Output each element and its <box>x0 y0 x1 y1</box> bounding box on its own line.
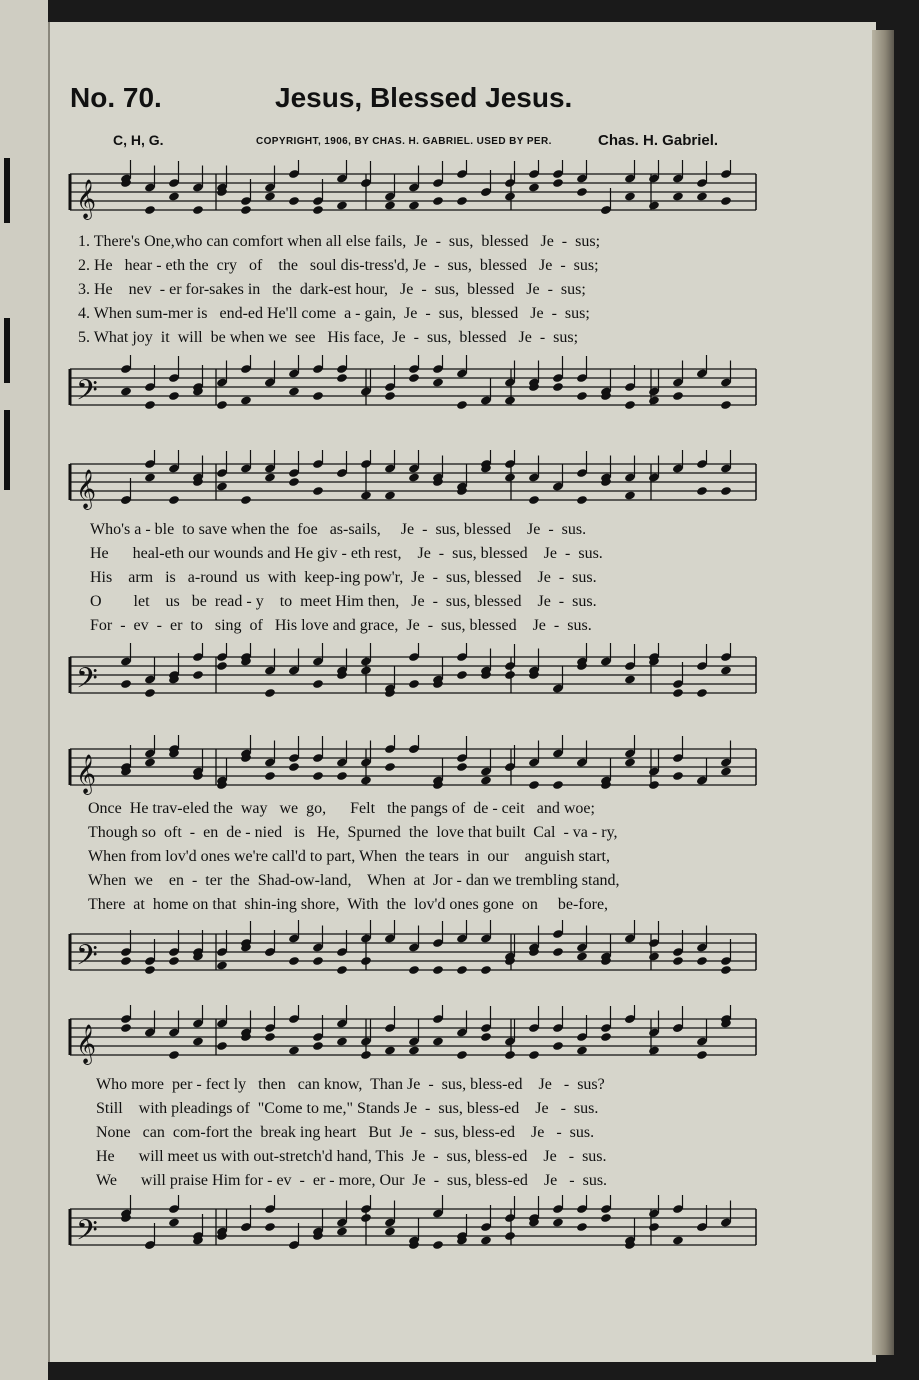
note-head <box>288 477 300 487</box>
note-head <box>528 1050 540 1060</box>
note-head <box>408 373 420 383</box>
note-head <box>120 679 132 689</box>
note-head <box>168 495 180 505</box>
clef-icon: 𝄞 <box>76 1024 97 1064</box>
treble-staff <box>66 735 766 800</box>
note-head <box>600 1213 612 1223</box>
note-head <box>648 1222 660 1232</box>
note-head <box>432 196 444 206</box>
note-head <box>720 665 732 675</box>
note-head <box>312 1041 324 1051</box>
note-head <box>456 670 468 680</box>
lyric-line: None can com-fort the break ing heart But Je - sus, bless-ed Je - sus. <box>96 1124 595 1141</box>
note-head <box>312 679 324 689</box>
note-head <box>216 481 228 491</box>
note-head <box>552 382 564 392</box>
note-head <box>312 486 324 496</box>
note-head <box>168 956 180 966</box>
lyric-line: There at home on that shin-ing shore, With the lov'd ones gone on be-fore, <box>88 896 609 913</box>
note-head <box>336 1036 348 1046</box>
note-head <box>648 200 660 210</box>
lyric-line: 2. He hear - eth the cry of the soul dis-tress'd, Je - sus, blessed Je - sus; <box>78 257 599 274</box>
note-head <box>360 490 372 500</box>
note-head <box>240 205 252 215</box>
note-head <box>384 1045 396 1055</box>
bass-staff <box>66 920 766 1000</box>
note-head <box>432 1240 444 1250</box>
note-head <box>432 1036 444 1046</box>
page-stack-edge <box>872 30 894 1355</box>
clef-icon: 𝄢 <box>76 1214 98 1254</box>
lyric-line: O let us be read - y to meet Him then, Je - sus, blessed Je - sus. <box>90 593 597 610</box>
lyric-line: He heal-eth our wounds and He giv - eth rest, Je - sus, blessed Je - sus. <box>90 545 603 562</box>
note-head <box>144 205 156 215</box>
note-head <box>576 1222 588 1232</box>
note-head <box>480 1032 492 1042</box>
note-head <box>672 771 684 781</box>
note-head <box>240 395 252 405</box>
note-head <box>480 965 492 975</box>
lyric-line: His arm is a-round us with keep-ing pow'r, Je - sus, blessed Je - sus. <box>90 569 597 586</box>
note-head <box>264 472 276 482</box>
note-head <box>672 1235 684 1245</box>
note-head <box>264 191 276 201</box>
note-head <box>216 400 228 410</box>
note-head <box>624 674 636 684</box>
note-head <box>216 960 228 970</box>
note-head <box>384 391 396 401</box>
note-head <box>120 1023 132 1033</box>
note-head <box>504 1231 516 1241</box>
note-head <box>240 495 252 505</box>
lyric-line: 1. There's One,who can comfort when all else fails, Je - sus, blessed Je - sus; <box>78 233 601 250</box>
note-head <box>552 780 564 790</box>
note-head <box>576 951 588 961</box>
note-head <box>504 472 516 482</box>
note-head <box>624 757 636 767</box>
note-head <box>552 178 564 188</box>
note-head <box>528 495 540 505</box>
note-head <box>672 956 684 966</box>
note-head <box>576 187 588 197</box>
bass-staff <box>66 643 766 713</box>
lyric-line: 4. When sum-mer is end-ed He'll come a - gain, Je - sus, blessed Je - sus; <box>78 305 590 322</box>
note-head <box>312 205 324 215</box>
note-head <box>504 670 516 680</box>
note-head <box>168 191 180 201</box>
note-head <box>360 1050 372 1060</box>
note-head <box>384 1226 396 1236</box>
note-head <box>528 780 540 790</box>
note-head <box>384 762 396 772</box>
note-head <box>312 391 324 401</box>
note-head <box>360 775 372 785</box>
treble-staff <box>66 1005 766 1075</box>
note-head <box>672 191 684 201</box>
note-head <box>576 391 588 401</box>
facing-page-rule <box>4 318 10 383</box>
note-head <box>456 400 468 410</box>
note-head <box>720 486 732 496</box>
author-initials: C, H, G. <box>113 132 164 148</box>
note-head <box>504 1050 516 1060</box>
note-head <box>264 771 276 781</box>
note-head <box>168 1050 180 1060</box>
clef-icon: 𝄞 <box>76 179 97 219</box>
lyric-line: He will meet us with out-stretch'd hand, This Je - sus, bless-ed Je - sus. <box>96 1148 607 1165</box>
note-head <box>696 688 708 698</box>
clef-icon: 𝄢 <box>76 662 98 702</box>
note-head <box>384 490 396 500</box>
lyric-line: Still with pleadings of "Come to me," Stands Je - sus, bless-ed Je - sus. <box>96 1100 599 1117</box>
note-head <box>720 400 732 410</box>
note-head <box>144 688 156 698</box>
note-head <box>336 373 348 383</box>
composer-name: Chas. H. Gabriel. <box>598 132 719 149</box>
treble-staff <box>66 450 766 520</box>
note-head <box>216 1041 228 1051</box>
note-head <box>624 191 636 201</box>
note-head <box>144 400 156 410</box>
note-head <box>720 965 732 975</box>
note-head <box>624 490 636 500</box>
lyric-line: Who more per - fect ly then can know, Than Je - sus, bless-ed Je - sus? <box>96 1076 605 1093</box>
note-head <box>336 200 348 210</box>
lyric-line: When from lov'd ones we're call'd to part, When the tears in our anguish start, <box>88 848 610 865</box>
note-head <box>720 196 732 206</box>
note-head <box>384 200 396 210</box>
facing-page-edge <box>0 0 48 1380</box>
note-head <box>120 386 132 396</box>
note-head <box>672 391 684 401</box>
note-head <box>648 1045 660 1055</box>
note-head <box>408 1045 420 1055</box>
clef-icon: 𝄢 <box>76 939 98 979</box>
note-head <box>552 1217 564 1227</box>
note-head <box>720 766 732 776</box>
copyright-notice: COPYRIGHT, 1906, BY CHAS. H. GABRIEL. USED BY PER. <box>256 136 552 147</box>
note-head <box>480 1235 492 1245</box>
note-head <box>600 1032 612 1042</box>
lyrics-block-2 <box>78 518 778 638</box>
note-head <box>192 205 204 215</box>
lyric-line: We will praise Him for - ev - er - more, Our Je - sus, bless-ed Je - sus. <box>96 1172 608 1189</box>
note-head <box>360 665 372 675</box>
clef-icon: 𝄞 <box>76 469 97 509</box>
note-head <box>456 1050 468 1060</box>
note-head <box>264 1032 276 1042</box>
lyric-line: Who's a - ble to save when the foe as-sails, Je - sus, blessed Je - sus. <box>90 521 587 538</box>
note-head <box>336 771 348 781</box>
note-head <box>168 1217 180 1227</box>
note-head <box>360 956 372 966</box>
note-head <box>504 395 516 405</box>
note-head <box>624 400 636 410</box>
lyric-line: For - ev - er to sing of His love and grace, Je - sus, blessed Je - sus. <box>90 617 592 634</box>
note-head <box>336 1226 348 1236</box>
note-head <box>312 956 324 966</box>
note-head <box>552 1041 564 1051</box>
note-head <box>168 391 180 401</box>
note-head <box>408 965 420 975</box>
note-head <box>312 771 324 781</box>
note-head <box>648 395 660 405</box>
lyrics-block-1 <box>78 230 778 350</box>
note-head <box>552 947 564 957</box>
note-head <box>264 688 276 698</box>
note-head <box>120 956 132 966</box>
note-head <box>192 670 204 680</box>
note-head <box>408 679 420 689</box>
note-head <box>360 1213 372 1223</box>
note-head <box>456 762 468 772</box>
note-head <box>192 1036 204 1046</box>
facing-page-rule <box>4 158 10 223</box>
lyric-line: 3. He nev - er for-sakes in the dark-est hour, Je - sus, blessed Je - sus; <box>78 281 586 298</box>
note-head <box>648 951 660 961</box>
bass-staff <box>66 355 766 425</box>
treble-staff <box>66 160 766 230</box>
hymn-credits <box>113 132 753 152</box>
clef-icon: 𝄞 <box>76 754 97 794</box>
note-head <box>696 486 708 496</box>
note-head <box>432 377 444 387</box>
lyric-line: Though so oft - en de - nied is He, Spurned the love that built Cal - va - ry, <box>88 824 618 841</box>
note-head <box>144 472 156 482</box>
bass-staff <box>66 1195 766 1265</box>
note-head <box>336 965 348 975</box>
hymn-title: Jesus, Blessed Jesus. <box>275 82 573 113</box>
lyric-line: When we en - ter the Shad-ow-land, When at Jor - dan we trembling stand, <box>88 872 620 889</box>
note-head <box>264 1222 276 1232</box>
note-head <box>408 200 420 210</box>
note-head <box>456 196 468 206</box>
lyric-line: Once He trav-eled the way we go, Felt the pangs of de - ceit and woe; <box>88 800 595 817</box>
note-head <box>216 661 228 671</box>
note-head <box>528 182 540 192</box>
note-head <box>408 472 420 482</box>
note-head <box>432 965 444 975</box>
note-head <box>288 762 300 772</box>
note-head <box>576 1045 588 1055</box>
note-head <box>480 775 492 785</box>
note-head <box>672 688 684 698</box>
note-head <box>648 780 660 790</box>
note-head <box>288 386 300 396</box>
clef-icon: 𝄢 <box>76 374 98 414</box>
facing-page-rule <box>4 410 10 490</box>
note-head <box>576 495 588 505</box>
note-head <box>504 191 516 201</box>
note-head <box>696 1050 708 1060</box>
note-head <box>696 956 708 966</box>
note-head <box>696 191 708 201</box>
note-head <box>288 956 300 966</box>
lyric-line: 5. What joy it will be when we see His face, Je - sus, blessed Je - sus; <box>78 329 579 346</box>
note-head <box>288 196 300 206</box>
note-head <box>456 965 468 975</box>
hymn-header <box>70 82 770 122</box>
lyrics-block-3 <box>78 797 778 917</box>
note-head <box>144 757 156 767</box>
note-head <box>144 965 156 975</box>
hymn-number: No. 70. <box>70 82 162 113</box>
note-head <box>288 1045 300 1055</box>
lyrics-block-4 <box>78 1073 778 1193</box>
